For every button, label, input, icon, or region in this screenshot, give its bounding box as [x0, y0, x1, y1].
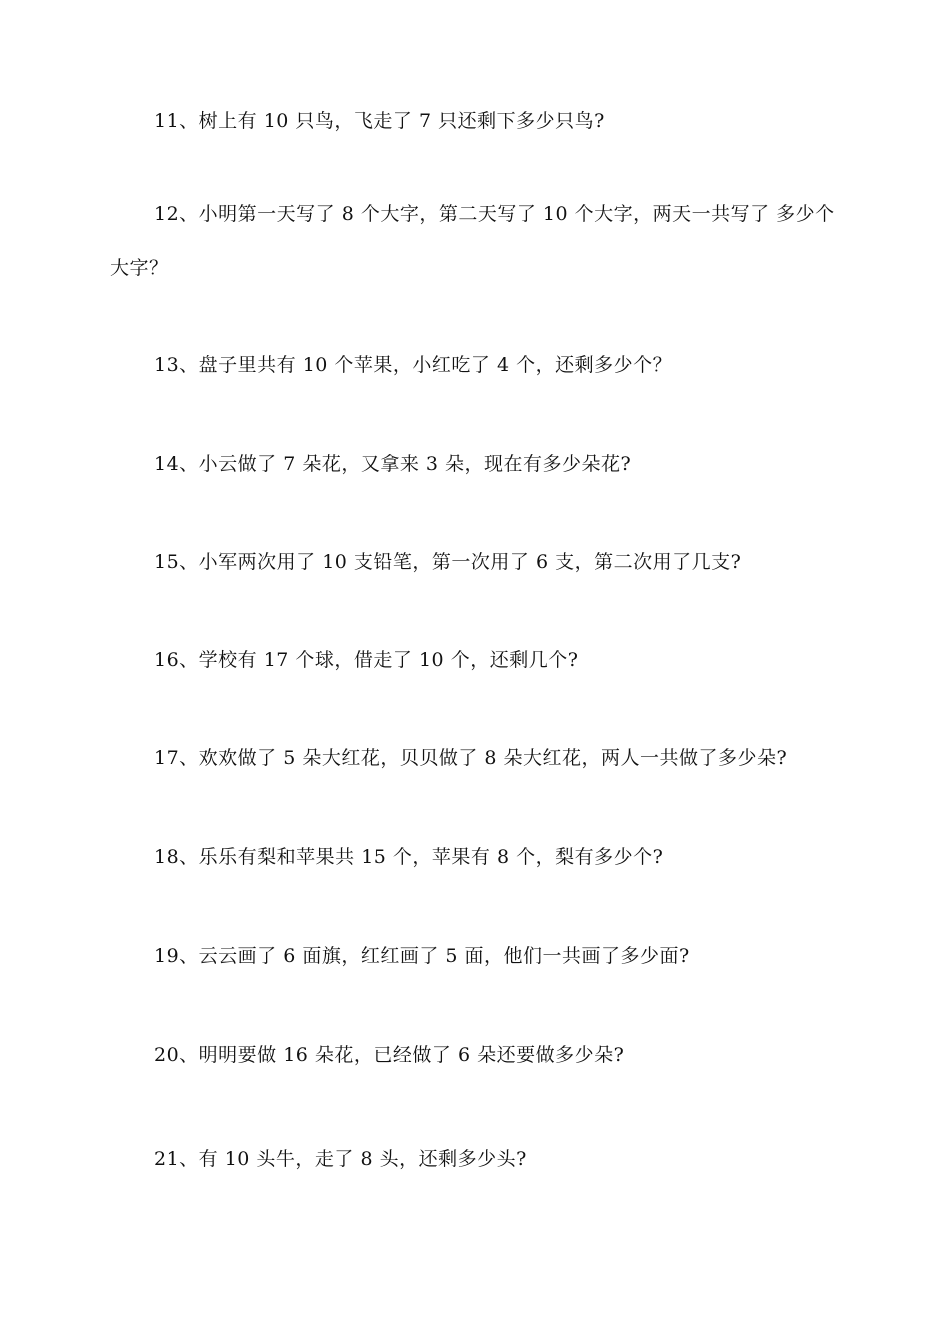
problem-16: 16、学校有 17 个球，借走了 10 个，还剩几个? [154, 649, 579, 671]
problem-11: 11、树上有 10 只鸟，飞走了 7 只还剩下多少只鸟? [154, 110, 605, 132]
problem-13: 13、盘子里共有 10 个苹果，小红吃了 4 个，还剩多少个？ [154, 354, 673, 376]
problem-17: 17、欢欢做了 5 朵大红花，贝贝做了 8 朵大红花，两人一共做了多少朵? [154, 747, 788, 769]
problem-19: 19、云云画了 6 面旗，红红画了 5 面，他们一共画了多少面? [154, 945, 690, 967]
problem-20: 20、明明要做 16 朵花，已经做了 6 朵还要做多少朵? [154, 1044, 625, 1066]
problem-14: 14、小云做了 7 朵花，又拿来 3 朵，现在有多少朵花? [154, 453, 632, 475]
problem-12: 12、小明第一天写了 8 个大字，第二天写了 10 个大字，两天一共写了 多少个大字？ [110, 203, 835, 279]
problem-21: 21、有 10 头牛，走了 8 头，还剩多少头? [154, 1148, 527, 1170]
problem-18: 18、乐乐有梨和苹果共 15 个，苹果有 8 个，梨有多少个? [154, 846, 664, 868]
problem-15: 15、小军两次用了 10 支铅笔，第一次用了 6 支，第二次用了几支? [154, 551, 742, 573]
